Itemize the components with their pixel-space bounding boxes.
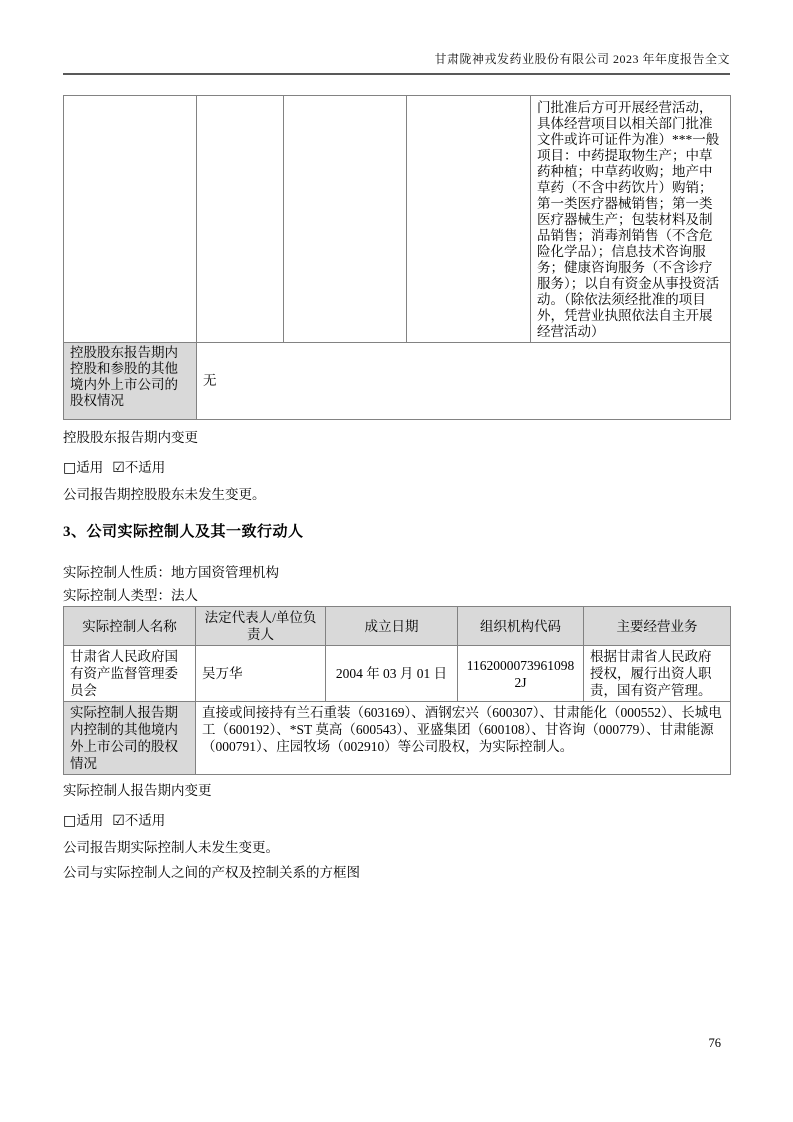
business-scope-cell: 门批准后方可开展经营活动，具体经营项目以相关部门批准文件或许可证件为准）***一般项目：中药提取物生产；中草药种植；中草药收购；地产中草药（不含中药饮片）购销；第一类医疗器械销售；第一类医疗器械生产；包装材料及制品销售；消毒剂销售（不含危险化学品）；信息技术咨询服务；健康咨询服务（不含诊疗服务）；以自有资金从事投资活动。（除依法须经批准的项目外，凭营业执照依法自主开展经营活动） [531, 96, 731, 343]
controller-change-title: 实际控制人报告期内变更 [63, 783, 212, 798]
legal-rep-cell: 吴万华 [196, 646, 326, 702]
not-applicable-label: 不适用 [124, 460, 166, 475]
actual-controller-table [63, 606, 731, 775]
empty-cell [284, 96, 407, 343]
controller-change-note: 公司报告期实际控制人未发生变更。 [63, 840, 279, 855]
establish-date-cell: 2004 年 03 月 01 日 [326, 646, 458, 702]
diagram-caption: 公司与实际控制人之间的产权及控制关系的方框图 [63, 865, 360, 880]
controller-type-line: 实际控制人类型：法人 [63, 588, 198, 603]
header-cell-name: 实际控制人名称 [64, 607, 196, 646]
controlling-shareholder-table [63, 95, 731, 420]
table-row [64, 96, 731, 343]
header-cell-legal-rep: 法定代表人/单位负责人 [196, 607, 326, 646]
holdings-value-cell: 无 [197, 343, 731, 420]
header-cell-business: 主要经营业务 [584, 607, 731, 646]
controller-name-cell: 甘肃省人民政府国有资产监督管理委员会 [64, 646, 196, 702]
checkbox-unchecked-icon: □ [63, 813, 77, 829]
controller-holdings-value-cell: 直接或间接持有兰石重装（603169）、酒钢宏兴（600307）、甘肃能化（000552）、长城电工（600192）、*ST 莫高（600543）、亚盛集团（600108）、甘咨询（000779）、甘肃能源（000791）、庄园牧场（002910）等公司股权，为实际控制人。 [196, 702, 731, 775]
checkbox-checked-icon: ☑ [112, 813, 125, 829]
empty-cell [197, 96, 284, 343]
applicable-label: 适用 [76, 813, 104, 828]
controller-holdings-label-cell: 实际控制人报告期内控制的其他境内外上市公司的股权情况 [64, 702, 196, 775]
shareholder-applicability-row [63, 456, 730, 476]
shareholder-change-note: 公司报告期控股股东未发生变更。 [63, 487, 266, 502]
header-cell-org-code: 组织机构代码 [458, 607, 584, 646]
checkbox-checked-icon: ☑ [112, 460, 125, 476]
table-row [64, 343, 731, 420]
controller-applicability-row [63, 809, 730, 829]
shareholder-change-title: 控股股东报告期内变更 [63, 430, 198, 445]
empty-cell [407, 96, 531, 343]
empty-cell [64, 96, 197, 343]
page-header-title: 甘肃陇神戎发药业股份有限公司 2023 年年度报告全文 [63, 0, 730, 75]
page-number: 76 [708, 1036, 721, 1050]
table-row [64, 702, 731, 775]
table-row [64, 646, 731, 702]
controller-nature-line: 实际控制人性质：地方国资管理机构 [63, 565, 279, 580]
not-applicable-label: 不适用 [124, 813, 166, 828]
org-code-cell: 11620000739610982J [458, 646, 584, 702]
applicable-label: 适用 [76, 460, 104, 475]
header-cell-date: 成立日期 [326, 607, 458, 646]
section-heading: 3、公司实际控制人及其一致行动人 [63, 524, 304, 540]
holdings-label-cell: 控股股东报告期内控股和参股的其他境内外上市公司的股权情况 [64, 343, 197, 420]
table-header-row [64, 607, 731, 646]
checkbox-unchecked-icon: □ [63, 460, 77, 476]
main-business-cell: 根据甘肃省人民政府授权，履行出资人职责，国有资产管理。 [584, 646, 731, 702]
